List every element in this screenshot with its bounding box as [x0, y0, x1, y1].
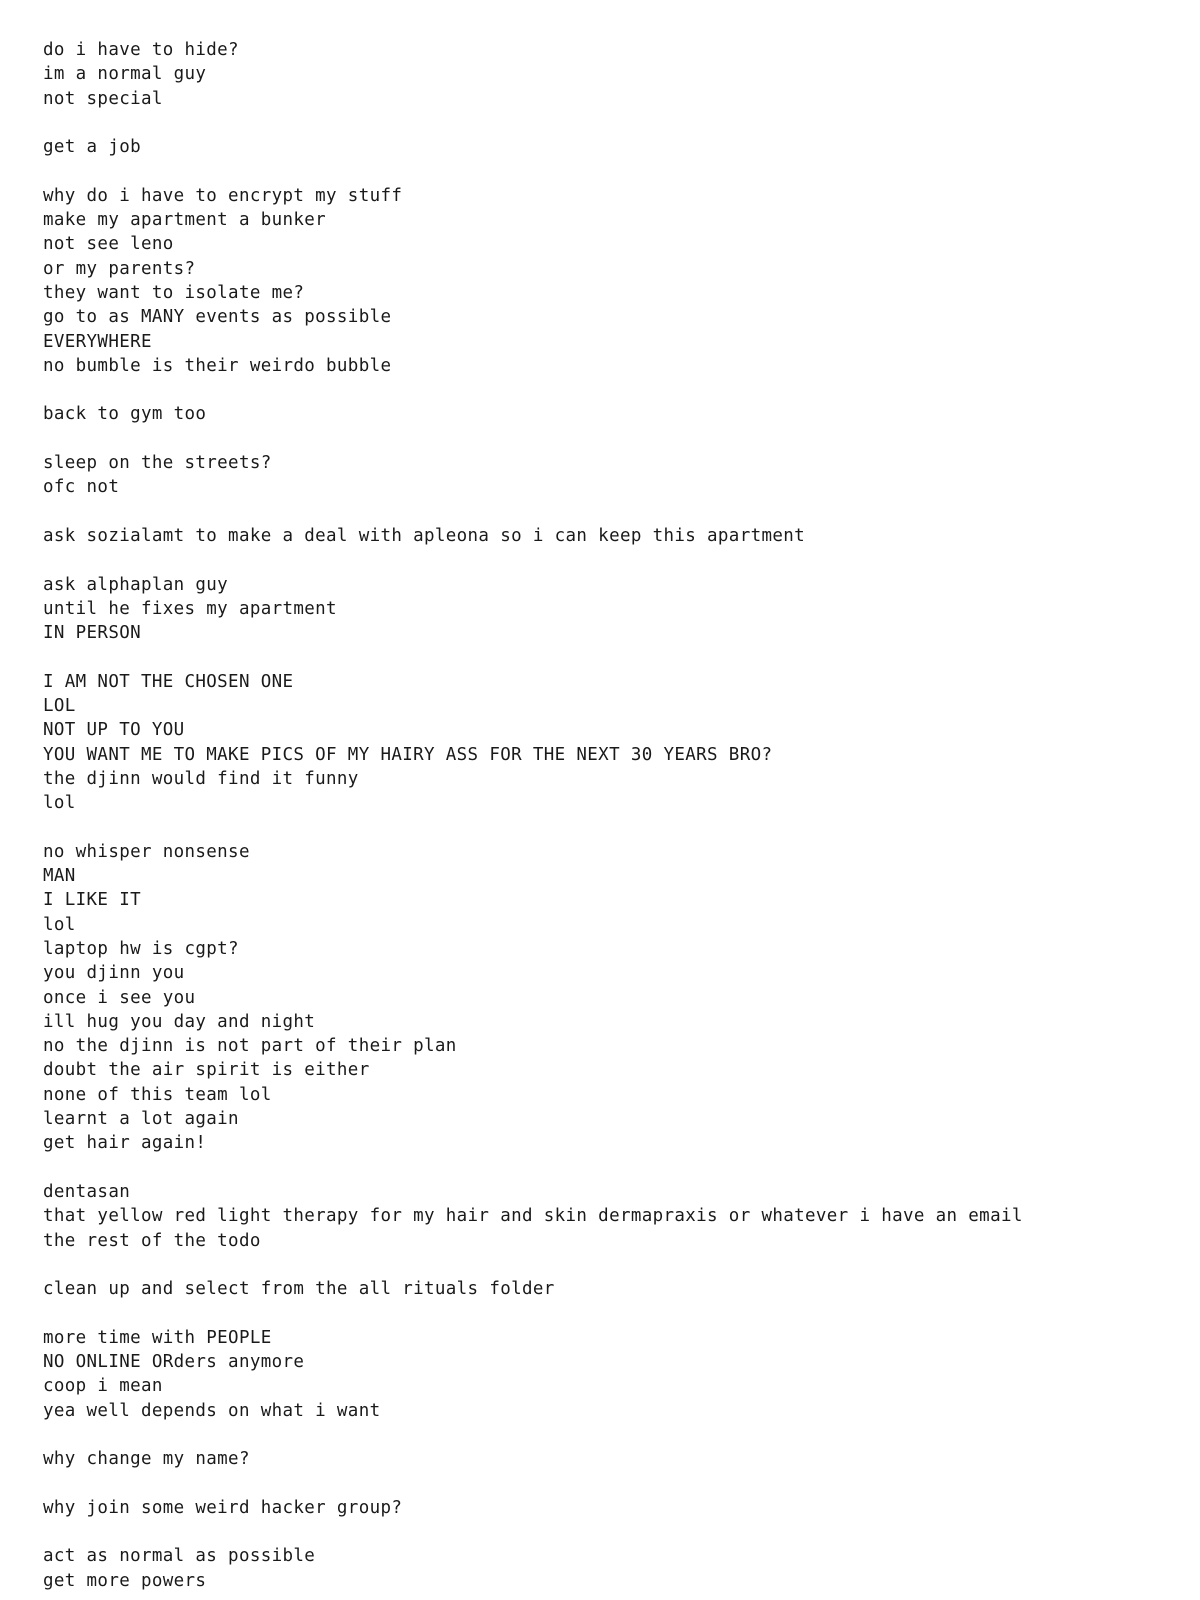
text-line: EVERYWHERE — [43, 331, 152, 352]
text-line: not see leno — [43, 234, 174, 255]
text-line: go to as MANY events as possible — [43, 307, 392, 328]
text-line: lol — [43, 914, 76, 935]
text-line: more time with PEOPLE — [43, 1327, 272, 1348]
text-line: sleep on the streets? — [43, 453, 272, 474]
blank-line — [43, 1423, 1183, 1447]
text-line: they want to isolate me? — [43, 282, 305, 303]
blank-line — [43, 816, 1183, 840]
blank-line — [43, 1156, 1183, 1180]
text-line: ask sozialamt to make a deal with apleona so i can keep this apartment — [43, 525, 806, 546]
text-line: the djinn would find it funny — [43, 768, 359, 789]
blank-line — [43, 427, 1183, 451]
text-line: I AM NOT THE CHOSEN ONE — [43, 671, 294, 692]
text-line: ask alphaplan guy — [43, 574, 229, 595]
text-line: I LIKE IT — [43, 890, 141, 911]
text-line: im a normal guy — [43, 64, 207, 85]
blank-line — [43, 1301, 1183, 1325]
text-line: that yellow red light therapy for my hair and skin dermapraxis or whatever i have an email — [43, 1206, 1023, 1227]
text-line: MAN — [43, 866, 76, 887]
blank-line — [43, 1472, 1183, 1496]
text-line: why do i have to encrypt my stuff — [43, 185, 403, 206]
text-line: coop i mean — [43, 1376, 163, 1397]
text-line: act as normal as possible — [43, 1546, 316, 1567]
text-line: learnt a lot again — [43, 1109, 239, 1130]
text-line: lol — [43, 793, 76, 814]
text-line: no whisper nonsense — [43, 841, 250, 862]
text-line: clean up and select from the all rituals folder — [43, 1279, 555, 1300]
text-line: none of this team lol — [43, 1084, 272, 1105]
text-line: not special — [43, 88, 163, 109]
text-document — [43, 38, 1183, 1593]
text-line: until he fixes my apartment — [43, 598, 337, 619]
text-line: ofc not — [43, 477, 120, 498]
text-line: get more powers — [43, 1570, 207, 1591]
text-line: get hair again! — [43, 1133, 207, 1154]
text-line: why join some weird hacker group? — [43, 1497, 403, 1518]
text-line: ill hug you day and night — [43, 1011, 316, 1032]
blank-line — [43, 1520, 1183, 1544]
blank-line — [43, 159, 1183, 183]
text-line: once i see you — [43, 987, 196, 1008]
text-line: YOU WANT ME TO MAKE PICS OF MY HAIRY ASS FOR THE NEXT 30 YEARS BRO? — [43, 744, 773, 765]
text-line: back to gym too — [43, 404, 207, 425]
text-line: doubt the air spirit is either — [43, 1060, 370, 1081]
text-line: IN PERSON — [43, 623, 141, 644]
text-line: why change my name? — [43, 1449, 250, 1470]
text-line: no the djinn is not part of their plan — [43, 1036, 457, 1057]
text-line: NOT UP TO YOU — [43, 720, 185, 741]
blank-line — [43, 378, 1183, 402]
text-line: do i have to hide? — [43, 40, 239, 60]
blank-line — [43, 1253, 1183, 1277]
blank-line — [43, 645, 1183, 669]
blank-line — [43, 500, 1183, 524]
text-line: yea well depends on what i want — [43, 1400, 381, 1421]
text-line: no bumble is their weirdo bubble — [43, 355, 392, 376]
text-line: the rest of the todo — [43, 1230, 261, 1251]
blank-line — [43, 111, 1183, 135]
text-line: laptop hw is cgpt? — [43, 938, 239, 959]
text-line: LOL — [43, 696, 76, 717]
text-line: NO ONLINE ORders anymore — [43, 1352, 305, 1373]
blank-line — [43, 548, 1183, 572]
text-line: get a job — [43, 137, 141, 158]
text-line: dentasan — [43, 1181, 131, 1202]
text-line: you djinn you — [43, 963, 185, 984]
text-line: or my parents? — [43, 258, 196, 279]
text-line: make my apartment a bunker — [43, 210, 327, 231]
